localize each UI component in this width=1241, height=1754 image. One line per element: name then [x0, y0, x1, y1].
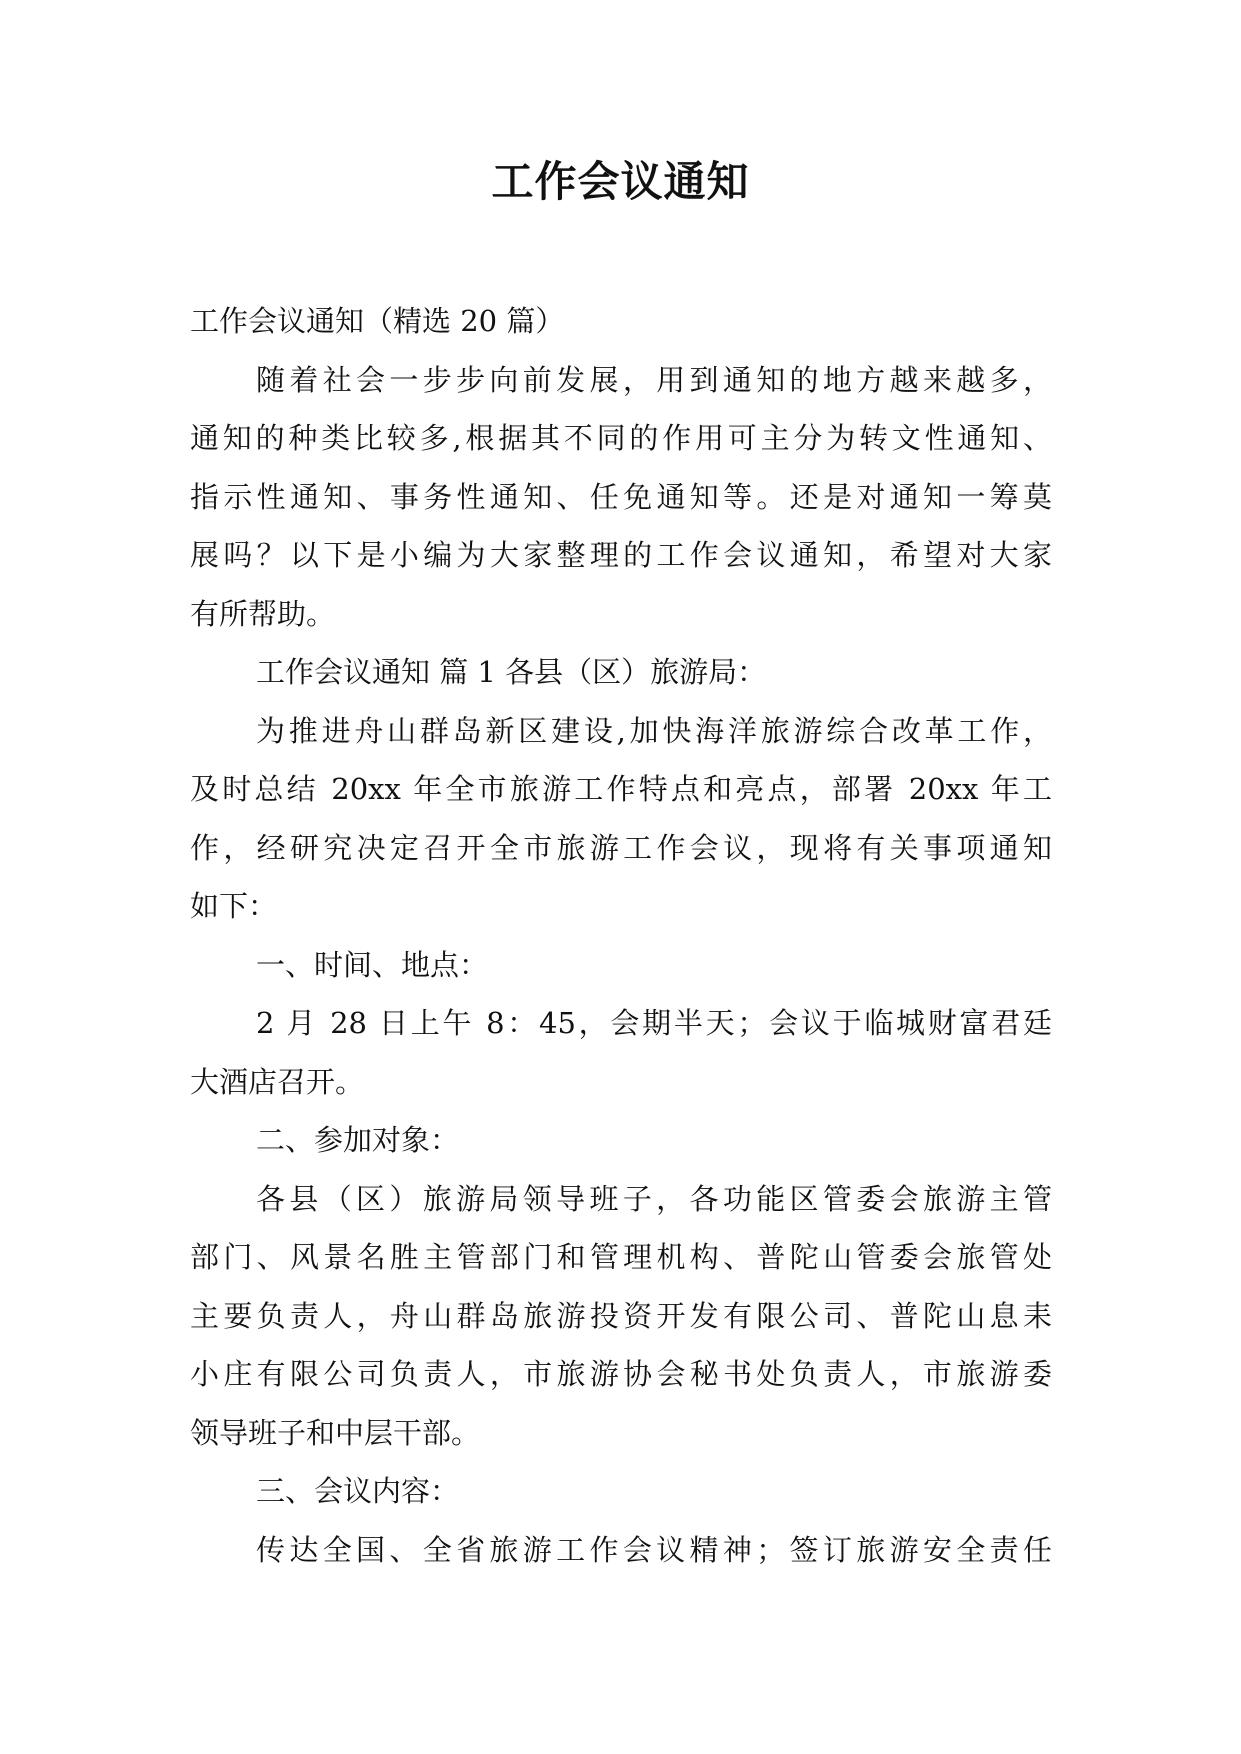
text-line: 三、会议内容：: [256, 1474, 460, 1508]
text-line: 工作会议通知 篇 1 各县（区）旅游局：: [256, 655, 767, 689]
text-line: 工作会议通知（精选 20 篇）: [190, 304, 565, 338]
text-line: 主要负责人，舟山群岛旅游投资开发有限公司、普陀山息耒: [190, 1298, 1052, 1333]
text-line: 小庄有限公司负责人，市旅游协会秘书处负责人，市旅游委: [190, 1357, 1052, 1391]
text-line: 领导班子和中层干部。: [190, 1415, 481, 1450]
text-line: 如下：: [190, 889, 278, 923]
text-line: 通知的种类比较多,根据其不同的作用可主分为转文性通知、: [190, 421, 1052, 455]
document-title: 工作会议通知: [491, 157, 750, 206]
text-line: 展吗？以下是小编为大家整理的工作会议通知，希望对大家: [190, 538, 1052, 572]
document-body: [190, 292, 1052, 1579]
text-line: 随着社会一步步向前发展，用到通知的地方越来越多，: [256, 362, 1052, 397]
text-line: 2 月 28 日上午 8：45，会期半天；会议于临城财富君廷: [256, 1006, 1052, 1040]
text-line: 作，经研究决定召开全市旅游工作会议，现将有关事项通知: [190, 830, 1052, 865]
text-line: 指示性通知、事务性通知、任免通知等。还是对通知一筹莫: [190, 479, 1052, 514]
text-line: 部门、风景名胜主管部门和管理机构、普陀山管委会旅管处: [190, 1240, 1052, 1274]
text-line: 大酒店召开。: [190, 1064, 365, 1099]
text-line: 及时总结 20xx 年全市旅游工作特点和亮点，部署 20xx 年工: [190, 772, 1052, 806]
text-line: 传达全国、全省旅游工作会议精神；签订旅游安全责任: [256, 1532, 1052, 1567]
text-line: 二、参加对象：: [256, 1123, 460, 1157]
text-line: 为推进舟山群岛新区建设,加快海洋旅游综合改革工作，: [256, 713, 1052, 748]
text-line: 有所帮助。: [190, 596, 336, 631]
text-line: 各县（区）旅游局领导班子，各功能区管委会旅游主管: [256, 1181, 1052, 1216]
text-line: 一、时间、地点：: [256, 947, 489, 982]
